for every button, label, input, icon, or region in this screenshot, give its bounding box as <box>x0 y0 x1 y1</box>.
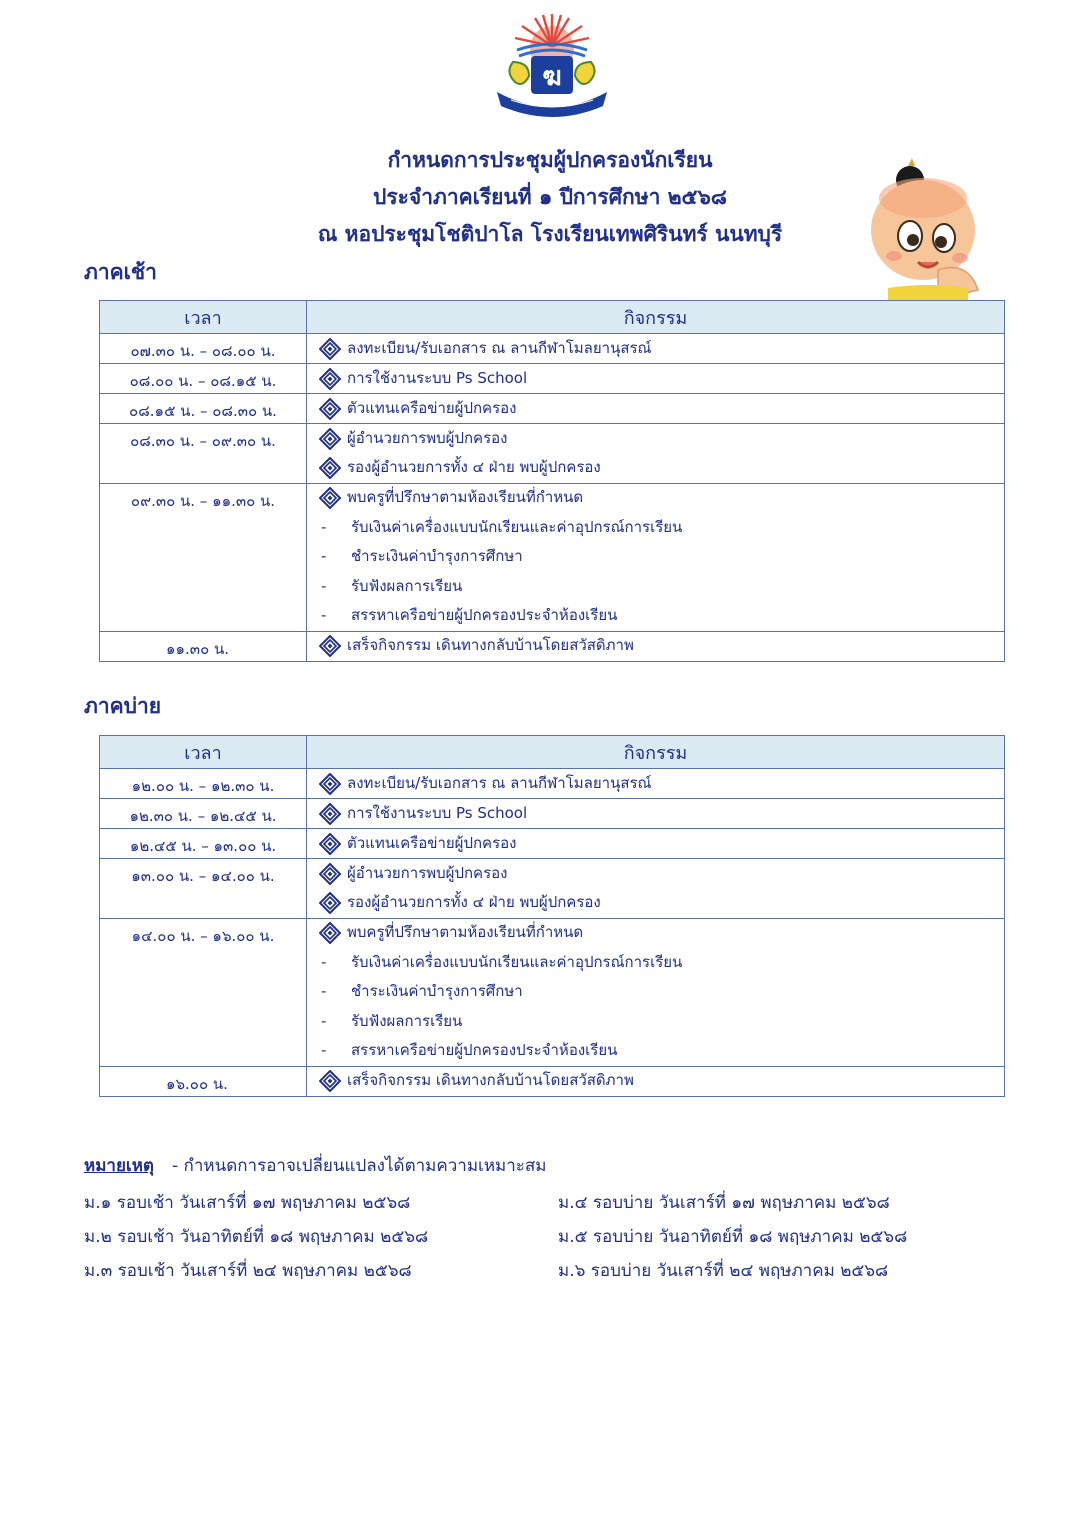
activity-cell <box>307 859 1005 919</box>
diamond-bullet-icon <box>319 457 341 479</box>
title-line-2: ประจำภาคเรียนที่ ๑ ปีการศึกษา ๒๕๖๘ <box>373 185 727 209</box>
activity-text: การใช้งานระบบ Ps School <box>347 368 528 387</box>
activity-text: รับฟังผลการเรียน <box>351 1011 463 1030</box>
note-section <box>84 1152 1044 1288</box>
activity-item <box>307 572 1004 602</box>
activity-text: การใช้งานระบบ Ps School <box>347 803 528 822</box>
diamond-bullet-icon <box>319 833 341 855</box>
document-title <box>0 142 1074 253</box>
diamond-bullet-icon <box>319 398 341 420</box>
activity-text: ชำระเงินค่าบำรุงการศึกษา <box>351 982 523 1000</box>
dash-bullet: - <box>321 952 327 971</box>
activity-item <box>307 513 1004 543</box>
time-cell: ๑๔.๐๐ น. – ๑๖.๐๐ น. <box>100 918 307 1066</box>
diamond-bullet-icon <box>319 1070 341 1092</box>
activity-text: รับเงินค่าเครื่องแบบนักเรียนและค่าอุปกรณ์การเรียน <box>351 517 683 536</box>
activity-item <box>307 453 1004 483</box>
activity-cell <box>307 769 1005 799</box>
title-line-3: ณ หอประชุมโชติปาโล โรงเรียนเทพศิรินทร์ นนทบุรี <box>317 222 783 246</box>
activity-text: เสร็จกิจกรรม เดินทางกลับบ้านโดยสวัสดิภาพ <box>347 1071 634 1090</box>
table-row <box>100 364 1005 394</box>
time-cell: ๑๒.๓๐ น. – ๑๒.๔๕ น. <box>100 799 307 829</box>
activity-cell <box>307 829 1005 859</box>
activity-cell <box>307 918 1005 1066</box>
dash-bullet: - <box>321 606 327 624</box>
diamond-bullet-icon <box>319 368 341 390</box>
diamond-bullet-icon <box>319 487 341 509</box>
dash-bullet: - <box>321 576 327 595</box>
activity-text: ตัวแทนเครือข่ายผู้ปกครอง <box>347 833 517 852</box>
activity-text: ผู้อำนวยการพบผู้ปกครอง <box>347 863 508 882</box>
time-cell: ๑๒.๔๕ น. – ๑๓.๐๐ น. <box>100 829 307 859</box>
time-cell: ๑๓.๐๐ น. – ๑๔.๐๐ น. <box>100 859 307 919</box>
activity-item <box>307 888 1004 918</box>
activity-text: รองผู้อำนวยการทั้ง ๔ ฝ่าย พบผู้ปกครอง <box>347 458 601 476</box>
activity-item <box>307 919 1004 948</box>
round-item: ม.๕ รอบบ่าย วันอาทิตย์ที่ ๑๘ พฤษภาคม ๒๕๖๘ <box>558 1227 908 1247</box>
note-text: - กำหนดการอาจเปลี่ยนแปลงได้ตามความเหมาะสม <box>171 1156 547 1176</box>
time-cell: ๑๒.๐๐ น. – ๑๒.๓๐ น. <box>100 769 307 799</box>
activity-cell <box>307 364 1005 394</box>
activity-text: ลงทะเบียน/รับเอกสาร ณ ลานกีฬาโมลยานุสรณ์ <box>347 773 652 792</box>
activity-item <box>307 859 1004 888</box>
activity-cell <box>307 631 1005 661</box>
dash-bullet: - <box>321 517 327 536</box>
dash-bullet: - <box>321 1011 327 1030</box>
afternoon-section-title: ภาคบ่าย <box>84 694 162 718</box>
diamond-bullet-icon <box>319 922 341 944</box>
activity-text: ชำระเงินค่าบำรุงการศึกษา <box>351 547 523 565</box>
table-row <box>100 334 1005 364</box>
diamond-bullet-icon <box>319 863 341 885</box>
diamond-bullet-icon <box>319 428 341 450</box>
dash-bullet: - <box>321 1041 327 1059</box>
activity-item <box>307 484 1004 513</box>
activity-item <box>307 948 1004 978</box>
activity-text: รับเงินค่าเครื่องแบบนักเรียนและค่าอุปกรณ์การเรียน <box>351 952 683 971</box>
diamond-bullet-icon <box>319 773 341 795</box>
activity-item <box>307 364 1004 393</box>
activity-item <box>307 799 1004 828</box>
activity-text: สรรหาเครือข่ายผู้ปกครองประจำห้องเรียน <box>351 606 618 624</box>
activity-cell <box>307 394 1005 424</box>
activity-text: เสร็จกิจกรรม เดินทางกลับบ้านโดยสวัสดิภาพ <box>347 636 634 655</box>
activity-item <box>307 1007 1004 1037</box>
activity-text: รองผู้อำนวยการทั้ง ๔ ฝ่าย พบผู้ปกครอง <box>347 893 601 911</box>
table-row <box>100 799 1005 829</box>
morning-schedule-table <box>99 300 1005 662</box>
activity-text: พบครูที่ปรึกษาตามห้องเรียนที่กำหนด <box>347 923 584 942</box>
table-row <box>100 1066 1005 1096</box>
school-emblem-icon <box>491 10 613 122</box>
table-row <box>100 631 1005 661</box>
diamond-bullet-icon <box>319 635 341 657</box>
morning-section-title: ภาคเช้า <box>84 260 157 284</box>
activity-column-header: กิจกรรม <box>307 301 1005 334</box>
round-item: ม.๓ รอบเช้า วันเสาร์ที่ ๒๔ พฤษภาคม ๒๕๖๘ <box>84 1261 412 1281</box>
time-cell: ๐๘.๐๐ น. – ๐๘.๑๕ น. <box>100 364 307 394</box>
activity-item <box>307 334 1004 363</box>
time-cell: ๐๙.๓๐ น. – ๑๑.๓๐ น. <box>100 483 307 631</box>
activity-cell <box>307 424 1005 484</box>
time-cell: ๑๖.๐๐ น. <box>100 1066 307 1096</box>
diamond-bullet-icon <box>319 892 341 914</box>
activity-cell <box>307 799 1005 829</box>
time-cell: ๑๑.๓๐ น. <box>100 631 307 661</box>
diamond-bullet-icon <box>319 803 341 825</box>
activity-item <box>307 1036 1004 1066</box>
activity-text: รับฟังผลการเรียน <box>351 576 463 595</box>
activity-item <box>307 542 1004 572</box>
round-item: ม.๒ รอบเช้า วันอาทิตย์ที่ ๑๘ พฤษภาคม ๒๕๖๘ <box>84 1227 429 1247</box>
activity-item <box>307 632 1004 661</box>
activity-item <box>307 601 1004 631</box>
note-label: หมายเหตุ <box>84 1156 154 1176</box>
activity-cell <box>307 483 1005 631</box>
round-item: ม.๑ รอบเช้า วันเสาร์ที่ ๑๗ พฤษภาคม ๒๕๖๘ <box>84 1193 411 1213</box>
activity-text: ผู้อำนวยการพบผู้ปกครอง <box>347 428 508 447</box>
table-row <box>100 769 1005 799</box>
table-row <box>100 483 1005 631</box>
table-row <box>100 829 1005 859</box>
time-cell: ๐๘.๑๕ น. – ๐๘.๓๐ น. <box>100 394 307 424</box>
activity-item <box>307 1067 1004 1096</box>
diamond-bullet-icon <box>319 338 341 360</box>
svg-text:ฆ: ฆ <box>542 62 562 92</box>
activity-text: สรรหาเครือข่ายผู้ปกครองประจำห้องเรียน <box>351 1041 618 1059</box>
dash-bullet: - <box>321 982 327 1000</box>
table-row <box>100 918 1005 1066</box>
table-row <box>100 859 1005 919</box>
time-column-header: เวลา <box>100 736 307 769</box>
time-cell: ๐๘.๓๐ น. – ๐๙.๓๐ น. <box>100 424 307 484</box>
activity-item <box>307 829 1004 858</box>
table-row <box>100 394 1005 424</box>
table-row <box>100 424 1005 484</box>
activity-item <box>307 424 1004 453</box>
title-line-1: กำหนดการประชุมผู้ปกครองนักเรียน <box>387 148 713 172</box>
activity-cell <box>307 334 1005 364</box>
round-schedule-list <box>84 1186 1044 1288</box>
activity-cell <box>307 1066 1005 1096</box>
activity-item <box>307 769 1004 798</box>
activity-text: พบครูที่ปรึกษาตามห้องเรียนที่กำหนด <box>347 488 584 507</box>
round-item: ม.๔ รอบบ่าย วันเสาร์ที่ ๑๗ พฤษภาคม ๒๕๖๘ <box>558 1193 890 1213</box>
afternoon-schedule-table <box>99 735 1005 1097</box>
dash-bullet: - <box>321 547 327 565</box>
activity-item <box>307 977 1004 1007</box>
activity-column-header: กิจกรรม <box>307 736 1005 769</box>
activity-item <box>307 394 1004 423</box>
round-item: ม.๖ รอบบ่าย วันเสาร์ที่ ๒๔ พฤษภาคม ๒๕๖๘ <box>558 1261 889 1281</box>
activity-text: ตัวแทนเครือข่ายผู้ปกครอง <box>347 398 517 417</box>
time-column-header: เวลา <box>100 301 307 334</box>
time-cell: ๐๗.๓๐ น. – ๐๘.๐๐ น. <box>100 334 307 364</box>
activity-text: ลงทะเบียน/รับเอกสาร ณ ลานกีฬาโมลยานุสรณ์ <box>347 338 652 357</box>
